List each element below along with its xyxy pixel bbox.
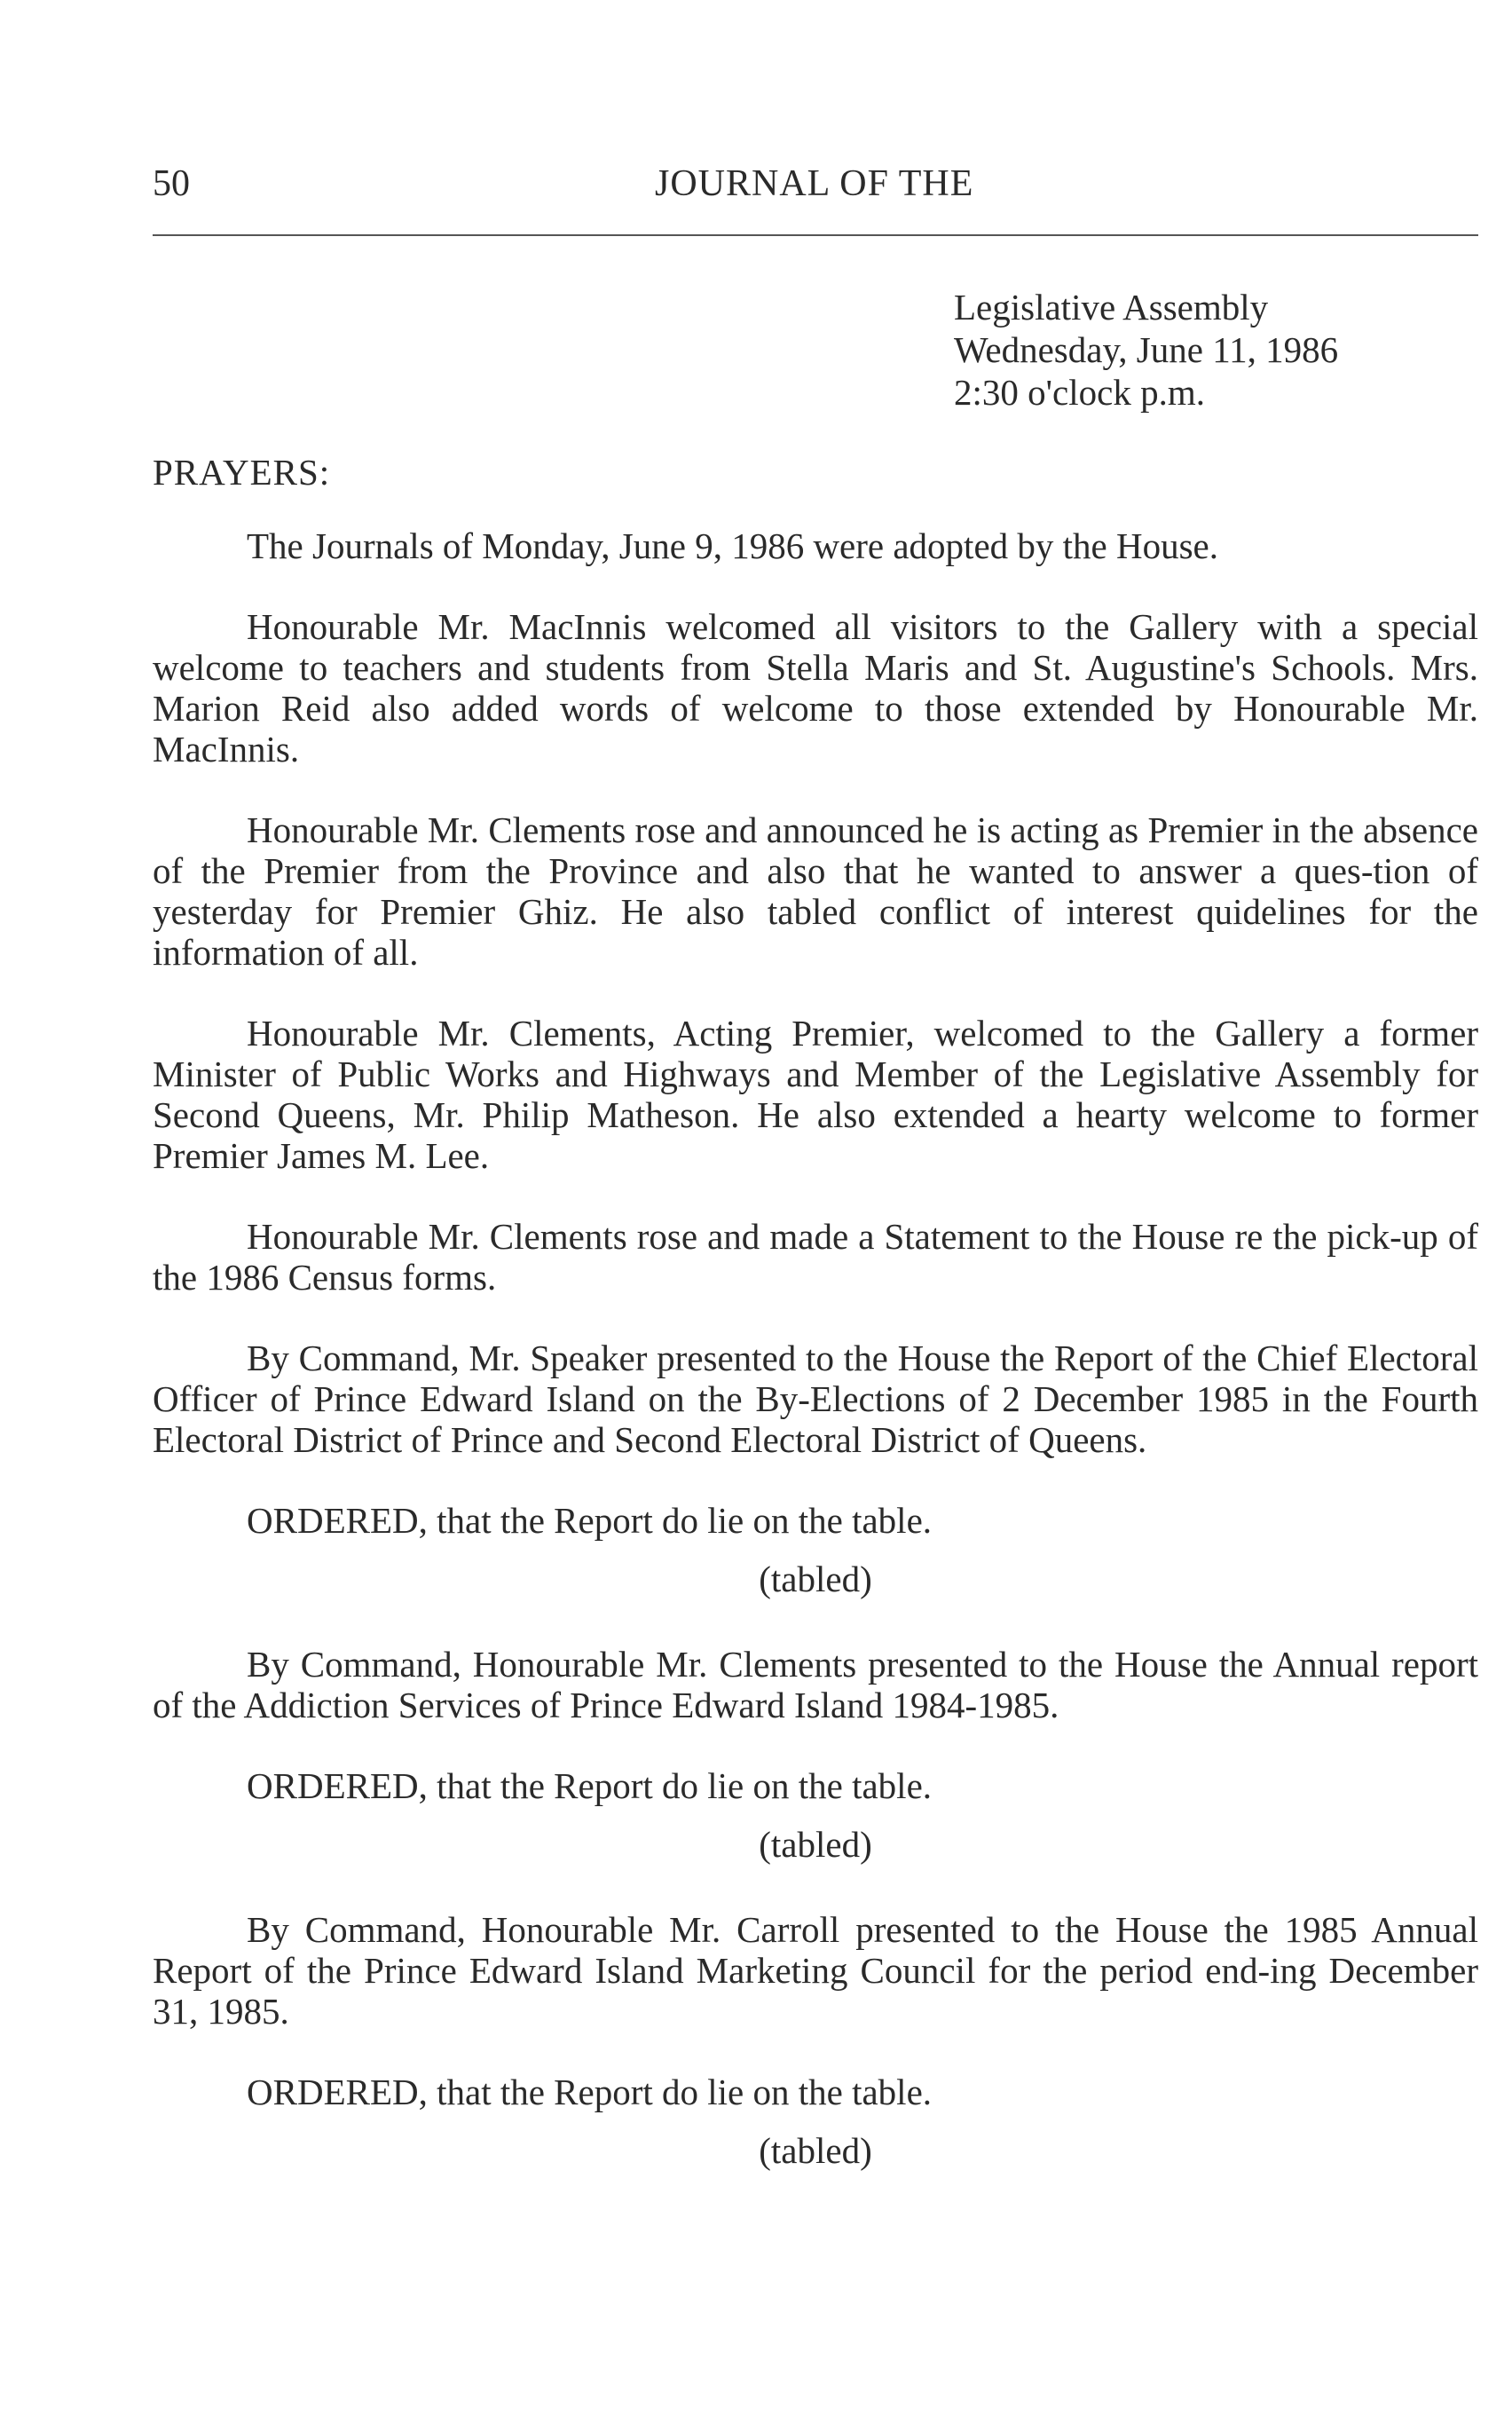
journal-body bbox=[153, 525, 1478, 2215]
journal-entry: The Journals of Monday, June 9, 1986 were adopted by the House. bbox=[247, 525, 1218, 566]
page-header bbox=[153, 162, 1478, 215]
tabled-note: (tabled) bbox=[759, 2130, 872, 2171]
journal-entry: By Command, Honourable Mr. Carroll presented to the House the 1985 Annual Report of the Prince Edward Island Marketing Council for the period end-ing December 31, 1985. bbox=[153, 1909, 1478, 2032]
tabled-note: (tabled) bbox=[759, 1559, 872, 1599]
journal-entry: Honourable Mr. Clements, Acting Premier, welcomed to the Gallery a former Minister of Public Works and Highways and Member of the Legislative Assembly for Second Queens, Mr. Philip Matheson. He also extended a hearty welcome to former Premier James M. Lee. bbox=[153, 1013, 1478, 1176]
dateline-assembly: Legislative Assembly bbox=[954, 287, 1269, 328]
ordered-line: ORDERED, that the Report do lie on the table. bbox=[247, 1500, 933, 1541]
journal-entry: Honourable Mr. MacInnis welcomed all visitors to the Gallery with a special welcome to teachers and students from Stella Maris and St. Augustine's Schools. Mrs. Marion Reid also added words of welcome to those extended by Honourable Mr. MacInnis. bbox=[153, 606, 1478, 770]
ordered-line: ORDERED, that the Report do lie on the table. bbox=[247, 1765, 933, 1806]
journal-entry: Honourable Mr. Clements rose and announced he is acting as Premier in the absence of the Premier from the Province and also that he wanted to answer a ques-tion of yesterday for Premier Ghiz. He also tabled conflict of interest quidelines for the information of all. bbox=[153, 809, 1478, 973]
journal-entry: Honourable Mr. Clements rose and made a Statement to the House re the pick-up of the 1986 Census forms. bbox=[153, 1216, 1478, 1298]
dateline-date: Wednesday, June 11, 1986 bbox=[954, 329, 1339, 370]
dateline-time: 2:30 o'clock p.m. bbox=[954, 372, 1205, 413]
journal-entry: By Command, Honourable Mr. Clements presented to the House the Annual report of the Addiction Services of Prince Edward Island 1984-1985. bbox=[153, 1644, 1478, 1725]
page-number: 50 bbox=[153, 163, 190, 204]
ordered-line: ORDERED, that the Report do lie on the table. bbox=[247, 2072, 933, 2112]
journal-entry: By Command, Mr. Speaker presented to the House the Report of the Chief Electoral Officer of Prince Edward Island on the By-Elections of 2 December 1985 in the Fourth Electoral District of Prince and Second Electoral District of Queens. bbox=[153, 1338, 1478, 1460]
sitting-dateline bbox=[954, 286, 1338, 414]
prayers-heading: PRAYERS: bbox=[153, 452, 331, 493]
tabled-note: (tabled) bbox=[759, 1824, 872, 1865]
header-rule bbox=[153, 234, 1478, 236]
running-title: JOURNAL OF THE bbox=[655, 163, 974, 204]
